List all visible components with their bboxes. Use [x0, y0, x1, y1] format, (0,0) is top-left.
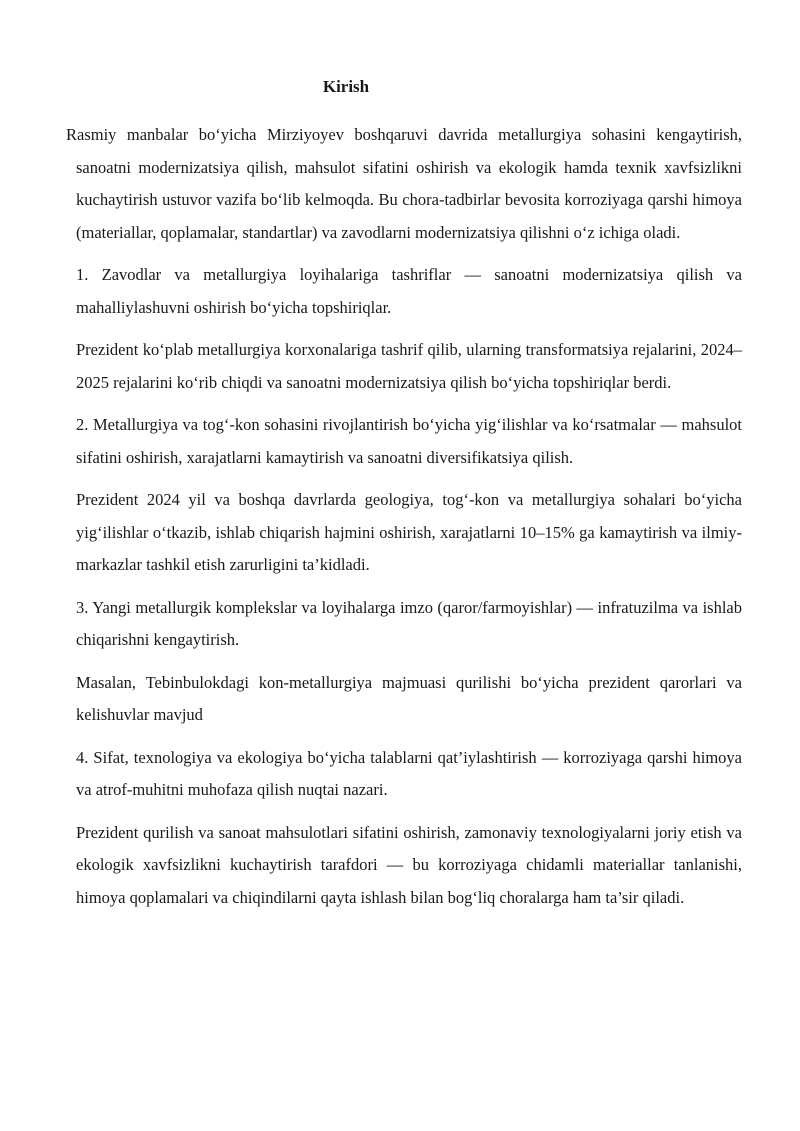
paragraph-point-4: 4. Sifat, texnologiya va ekologiya bo‘yicha talablarni qat’iylashtirish — korroziyaga qarshi himoya va atrof-muhitni muhofaza qilish nuqtai nazari.	[76, 747, 742, 799]
paragraph-point-3-detail: Masalan, Tebinbulokdagi kon-metallurgiya majmuasi qurilishi bo‘yicha prezident qarorlari va kelishuvlar mavjud	[76, 672, 742, 724]
paragraph-point-2-detail: Prezident 2024 yil va boshqa davrlarda geologiya, tog‘-kon va metallurgiya sohalari bo‘yicha yig‘ilishlar o‘tkazib, ishlab chiqarish hajmini oshirish, xarajatlarni 10–15% ga kamaytirish va ilmiy-markazlar tashkil etish zarurligini ta’kidladi.	[76, 490, 742, 574]
paragraph-point-3: 3. Yangi metallurgik komplekslar va loyihalarga imzo (qaror/farmoyishlar) — infratuzilma va ishlab chiqarishni kengaytirish.	[76, 597, 742, 649]
paragraph-point-4-detail: Prezident qurilish va sanoat mahsulotlari sifatini oshirish, zamonaviy texnologiyalarni joriy etish va ekologik xavfsizlikni kuchaytirish tarafdori — bu korroziyaga chidamli materiallar tanlanishi, himoya qoplamalari va chiqindilarni qayta ishlash bilan bog‘liq choralarga ham ta’sir qiladi.	[76, 822, 742, 907]
paragraph-point-2: 2. Metallurgiya va tog‘-kon sohasini rivojlantirish bo‘yicha yig‘ilishlar va ko‘rsatmalar — mahsulot sifatini oshirish, xarajatlarni kamaytirish va sanoatni diversifikatsiya qilish.	[76, 415, 742, 467]
paragraph-intro: Rasmiy manbalar bo‘yicha Mirziyoyev boshqaruvi davrida metallurgiya sohasini kengaytirish, sanoatni modernizatsiya qilish, mahsulot sifatini oshirish va ekologik hamda texnik xavfsizlikni kuchaytirish ustuvor vazifa bo‘lib kelmoqda. Bu chora-tadbirlar bevosita korroziyaga qarshi himoya (materiallar, qoplamalar, standartlar) va zavodlarni modernizatsiya qilishni o‘z ichiga oladi.	[66, 125, 742, 242]
paragraph-point-1: 1. Zavodlar va metallurgiya loyihalariga tashriflar — sanoatni modernizatsiya qilish va mahalliylashuvni oshirish bo‘yicha topshiriqlar.	[76, 265, 742, 317]
paragraph-point-1-detail: Prezident ko‘plab metallurgiya korxonalariga tashrif qilib, ularning transformatsiya rejalarini, 2024–2025 rejalarini ko‘rib chiqdi va sanoatni modernizatsiya qilish bo‘yicha topshiriqlar berdi.	[76, 340, 742, 392]
document-title: Kirish	[322, 77, 370, 96]
document-body	[66, 119, 742, 924]
